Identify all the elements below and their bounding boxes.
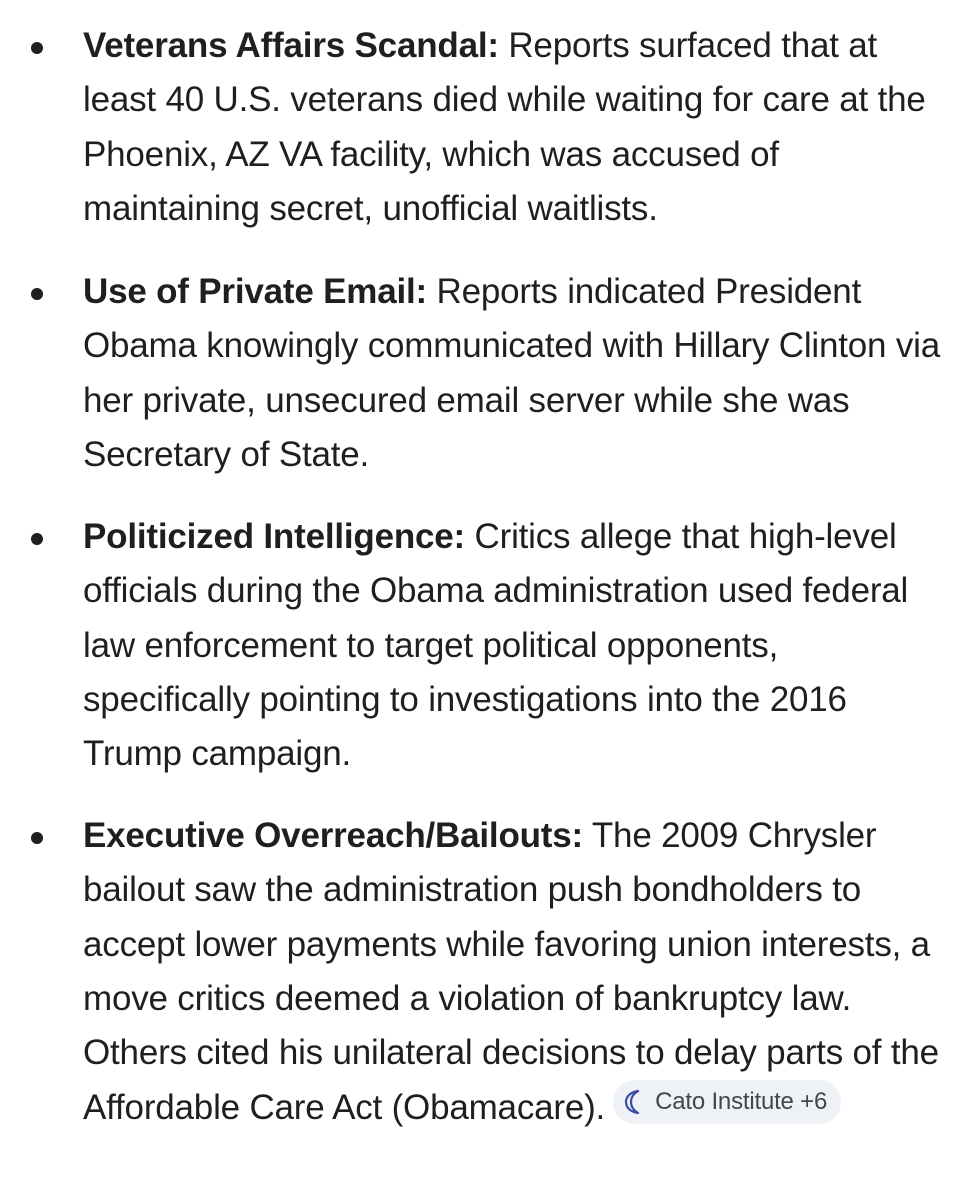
list-item-title: Veterans Affairs Scandal: [83, 26, 499, 65]
list-item-title: Use of Private Email: [83, 272, 427, 311]
list-item-text [83, 809, 953, 1136]
list-item-title: Executive Overreach/Bailouts: [83, 816, 583, 855]
bullet-icon [31, 42, 43, 54]
list-item-text [83, 510, 953, 781]
bullet-icon [31, 832, 43, 844]
source-chip-label: Cato Institute +6 [655, 1088, 828, 1116]
list-item-title: Politicized Intelligence: [83, 517, 466, 556]
moon-icon [623, 1089, 645, 1115]
list-item-text [83, 265, 953, 482]
list-item-body: The 2009 Chrysler bailout saw the administration push bondholders to accept lower payments while favoring union interests, a move critics deemed a violation of bankruptcy law. Others cited his unilateral decisions to delay parts of the Affordable Care Act (Obamacare). [83, 816, 939, 1128]
list-item-body: Critics allege that high-level officials during the Obama administration used federal law enforcement to target political opponents, specifically pointing to investigations into the 2016 Trump campaign. [83, 517, 909, 774]
list-item-body: Reports indicated President Obama knowingly communicated with Hillary Clinton via her private, unsecured email server while she was Secretary of State. [83, 272, 940, 474]
bullet-icon [31, 533, 43, 545]
list-item-text [83, 19, 953, 236]
bullet-icon [31, 288, 43, 300]
source-chip[interactable] [613, 1080, 841, 1124]
list-item-body: Reports surfaced that at least 40 U.S. veterans died while waiting for care at the Phoenix, AZ VA facility, which was accused of maintaining secret, unofficial waitlists. [83, 26, 926, 228]
